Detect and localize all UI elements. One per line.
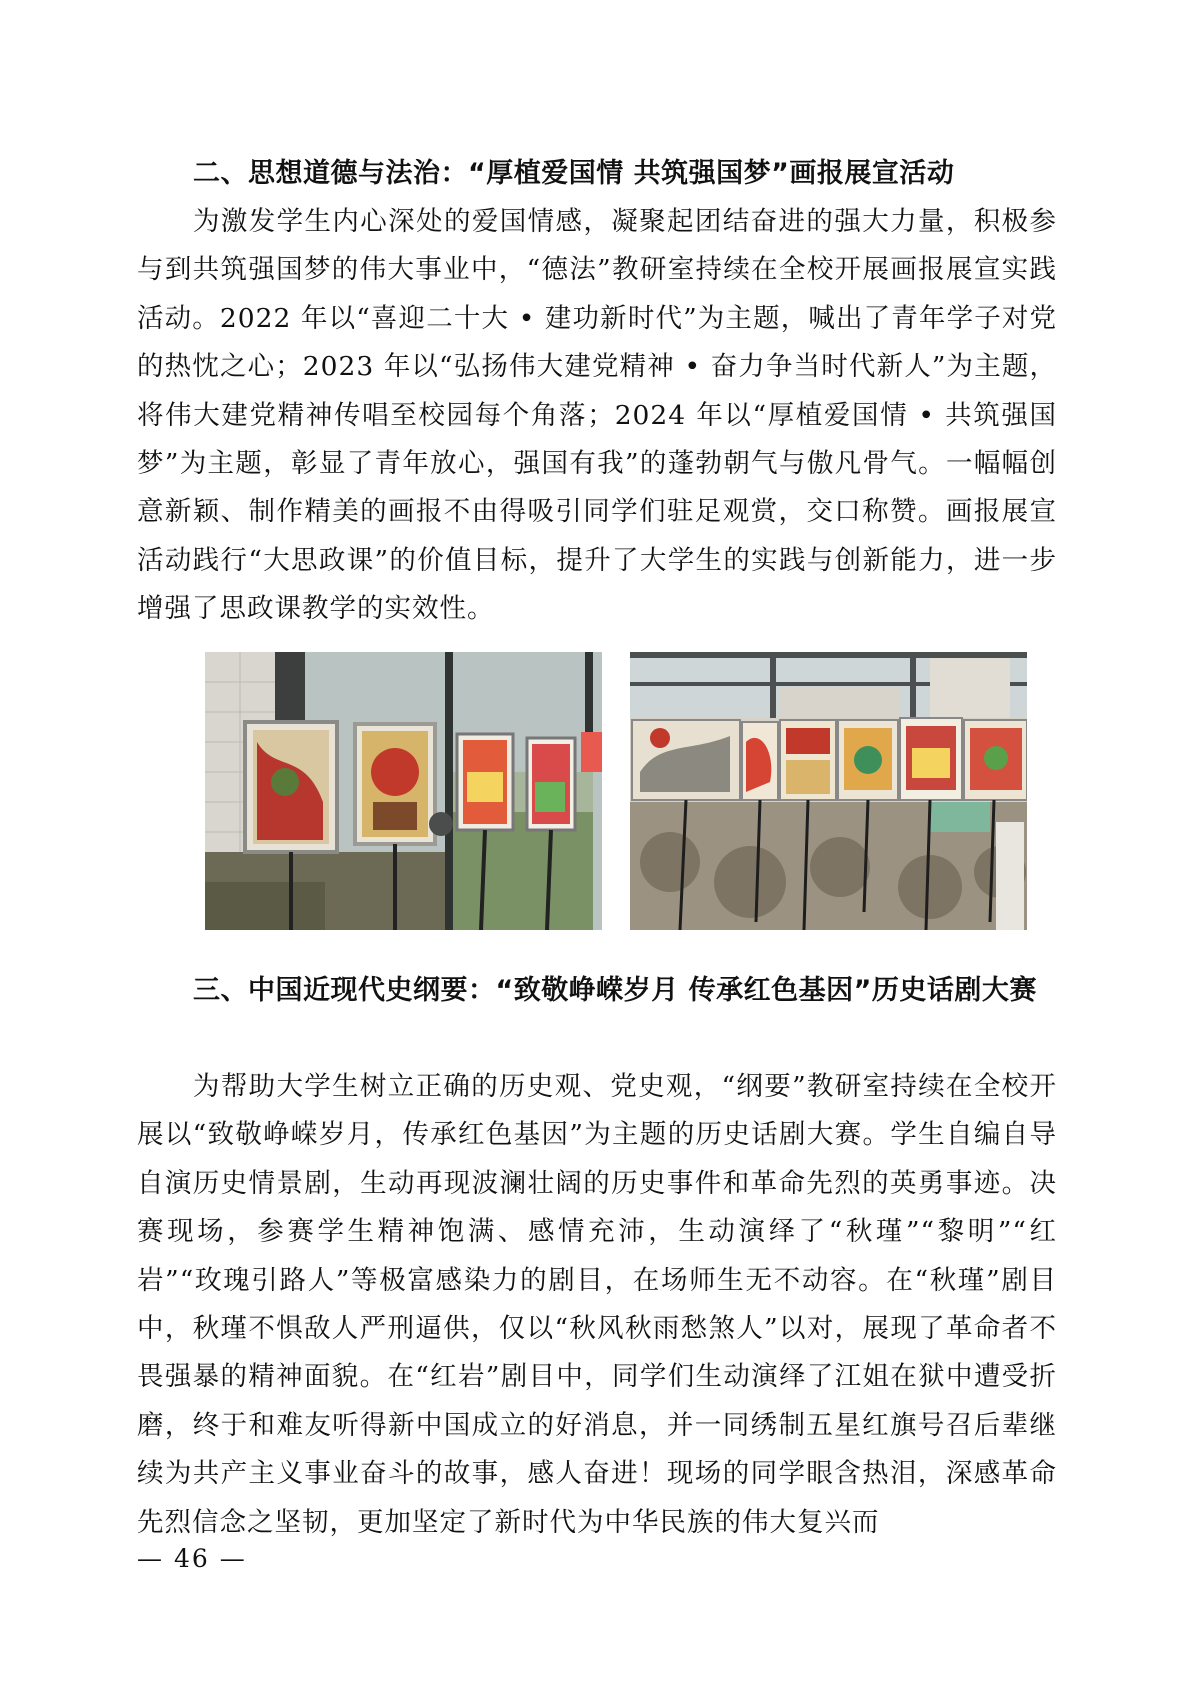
section-paragraph-history-drama: 为帮助大学生树立正确的历史观、党史观，“纲要”教研室持续在全校开展以“致敬峥嵘岁月，传承红色基因”为主题的历史话剧大赛。学生自编自导自演历史情景剧，生动再现波澜壮阔的历史事件和革命先烈的英勇事迹。决赛现场，参赛学生精神饱满、感情充沛，生动演绎了“秋瑾”“黎明”“红岩”“玫瑰引路人”等极富感染力的剧目，在场师生无不动容。在“秋瑾”剧目中，秋瑾不惧敌人严刑逼供，仅以“秋风秋雨愁煞人”以对，展现了革命者不畏强暴的精神面貌。在“红岩”剧目中，同学们生动演绎了江姐在狱中遭受折磨，终于和难友听得新中国成立的好消息，并一同绣制五星红旗号召后辈继续为共产主义事业奋斗的故事，感人奋进！现场的同学眼含热泪，深感革命先烈信念之坚韧，更加坚定了新时代为中华民族的伟大复兴而 <box>137 1071 1057 1538</box>
section-heading-modern-history: 三、中国近现代史纲要：“致敬峥嵘岁月 传承红色基因”历史话剧大赛 <box>193 975 1037 1006</box>
photo-poster-display-right <box>630 652 1027 930</box>
page-number: — 46 — <box>137 1544 247 1573</box>
photo-poster-display-left <box>205 652 602 930</box>
section-heading-morality-law: 二、思想道德与法治：“厚植爱国情 共筑强国梦”画报展宣活动 <box>193 158 955 189</box>
section-paragraph-poster-exhibition: 为激发学生内心深处的爱国情感，凝聚起团结奋进的强大力量，积极参与到共筑强国梦的伟大事业中，“德法”教研室持续在全校开展画报展宣实践活动。2022 年以“喜迎二十大 • 建功新时代”为主题，喊出了青年学子对党的热忱之心；2023 年以“弘扬伟大建党精神 • 奋力争当时代新人”为主题，将伟大建党精神传唱至校园每个角落；2024 年以“厚植爱国情 • 共筑强国梦”为主题，彰显了青年放心，强国有我”的蓬勃朝气与傲凡骨气。一幅幅创意新颖、制作精美的画报不由得吸引同学们驻足观赏，交口称赞。画报展宣活动践行“大思政课”的价值目标，提升了大学生的实践与创新能力，进一步增强了思政课教学的实效性。 <box>137 206 1057 625</box>
